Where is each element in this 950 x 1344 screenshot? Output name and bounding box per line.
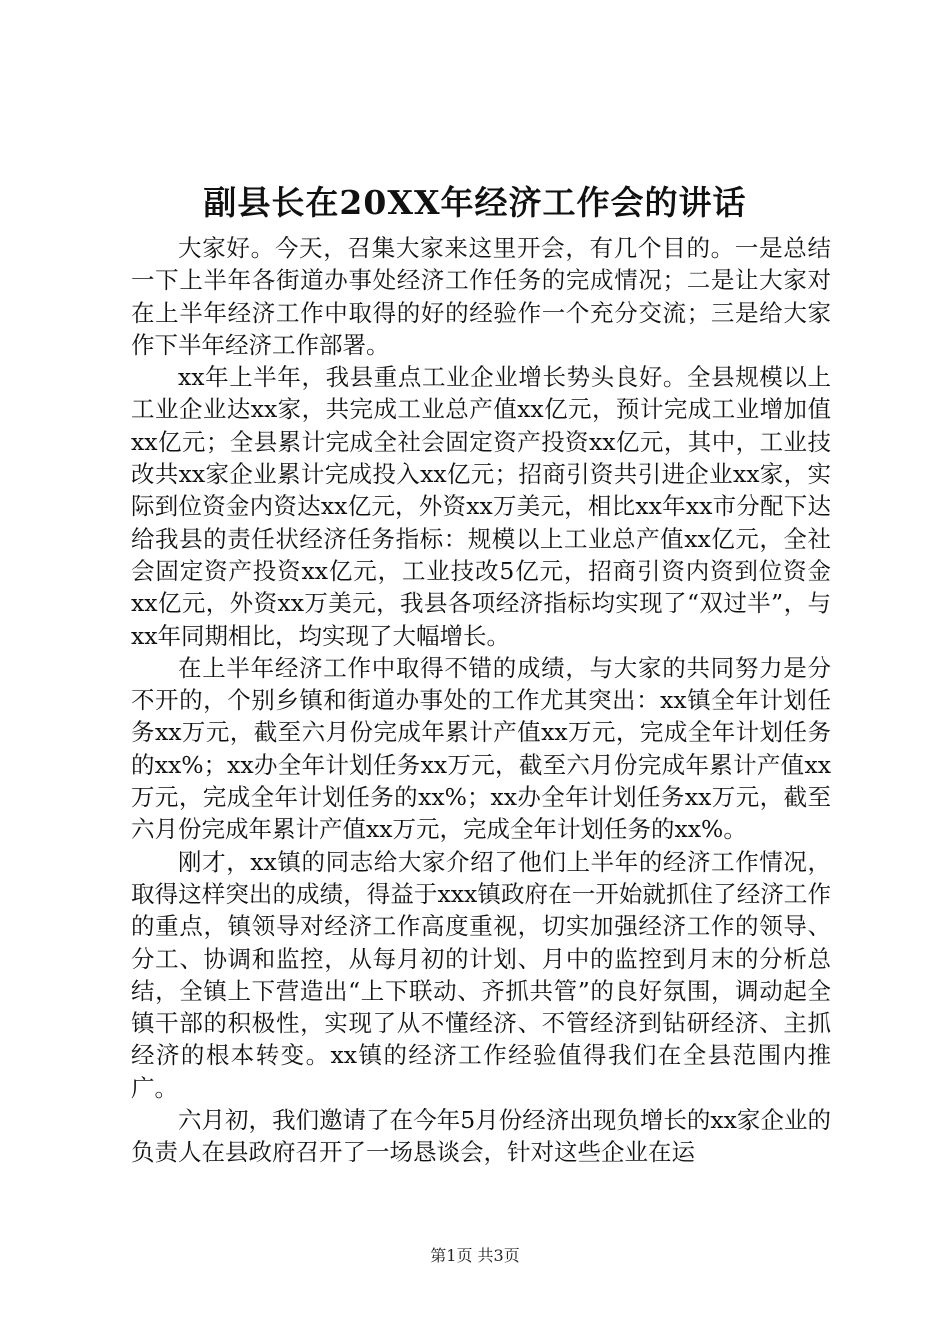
page-footer: 第1页 共3页 xyxy=(430,1246,520,1265)
paragraph: xx年上半年，我县重点工业企业增长势头良好。全县规模以上工业企业达xx家，共完成工业总产值xx亿元，预计完成工业增加值xx亿元；全县累计完成全社会固定资产投资xx亿元，其中，工业技改共xx家企业累计完成投入xx亿元；招商引资共引进企业xx家，实际到位资金内资达xx亿元，外资xx万美元，相比xx年xx市分配下达给我县的责任状经济任务指标：规模以上工业总产值xx亿元，全社会固定资产投资xx亿元，工业技改5亿元，招商引资内资到位资金xx亿元，外资xx万美元，我县各项经济指标均实现了“双过半”，与xx年同期相比，均实现了大幅增长。 xyxy=(131,363,831,650)
paragraph: 刚才，xx镇的同志给大家介绍了他们上半年的经济工作情况，取得这样突出的成绩，得益于xxx镇政府在一开始就抓住了经济工作的重点，镇领导对经济工作高度重视，切实加强经济工作的领导、分工、协调和监控，从每月初的计划、月中的监控到月末的分析总结，全镇上下营造出“上下联动、齐抓共管”的良好氛围，调动起全镇干部的积极性，实现了从不懂经济、不管经济到钻研经济、主抓经济的根本转变。xx镇的经济工作经验值得我们在全县范围内推广。 xyxy=(131,847,831,1102)
paragraph: 在上半年经济工作中取得不错的成绩，与大家的共同努力是分不开的，个别乡镇和街道办事处的工作尤其突出：xx镇全年计划任务xx万元，截至六月份完成年累计产值xx万元，完成全年计划任务的xx%；xx办全年计划任务xx万元，截至六月份完成年累计产值xx万元，完成全年计划任务的xx%；xx办全年计划任务xx万元，截至六月份完成年累计产值xx万元，完成全年计划任务的xx%。 xyxy=(131,653,831,844)
document-body xyxy=(131,232,831,1169)
document-title: 副县长在20XX年经济工作会的讲话 xyxy=(203,183,747,222)
paragraph: 六月初，我们邀请了在今年5月份经济出现负增长的xx家企业的负责人在县政府召开了一场恳谈会，针对这些企业在运 xyxy=(131,1106,831,1167)
paragraph: 大家好。今天，召集大家来这里开会，有几个目的。一是总结一下上半年各街道办事处经济工作任务的完成情况；二是让大家对在上半年经济工作中取得的好的经验作一个充分交流；三是给大家作下半年经济工作部署。 xyxy=(131,234,831,359)
